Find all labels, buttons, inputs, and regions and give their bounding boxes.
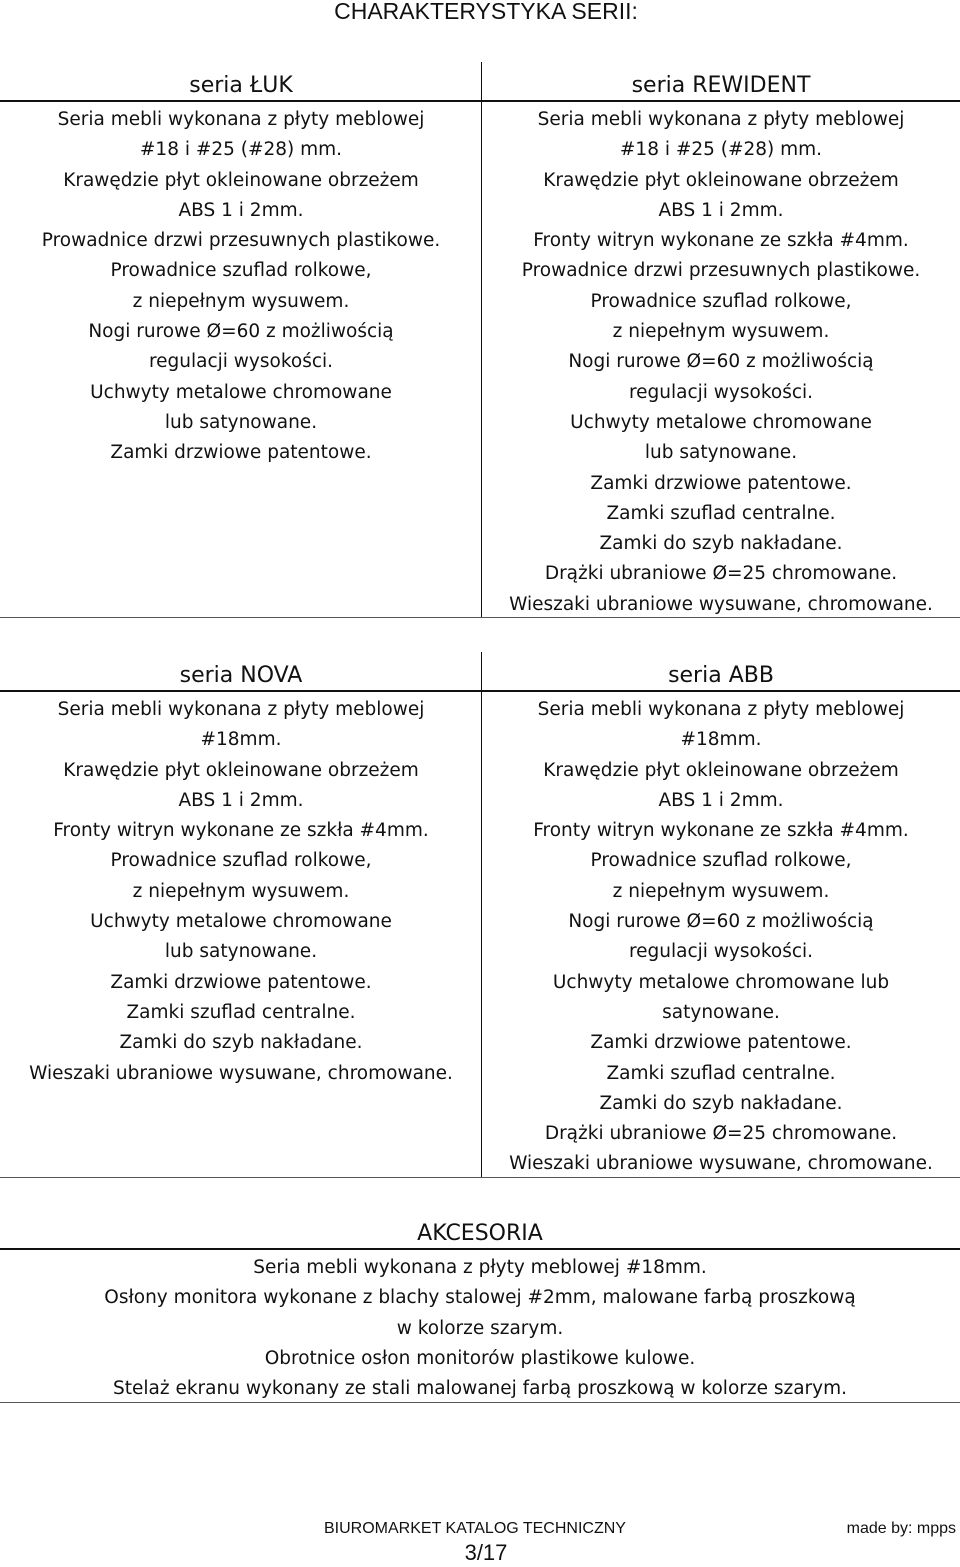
description-line: Wieszaki ubraniowe wysuwane, chromowane.	[29, 1062, 453, 1084]
description-line: Prowadnice szuflad rolkowe,	[110, 260, 372, 282]
description-line: Zamki drzwiowe patentowe.	[110, 442, 372, 464]
series-description	[0, 695, 482, 1089]
description-line: Zamki do szyb nakładane.	[599, 1092, 843, 1114]
description-line: Prowadnice szuflad rolkowe,	[590, 850, 852, 872]
description-line: z niepełnym wysuwem.	[612, 880, 830, 902]
description-line: #18mm.	[200, 729, 282, 751]
description-line: Prowadnice szuflad rolkowe,	[110, 850, 372, 872]
description-line: regulacji wysokości.	[148, 351, 334, 373]
series-title: seria REWIDENT	[482, 70, 960, 102]
description-line: Prowadnice drzwi przesuwnych plastikowe.	[41, 230, 441, 252]
description-line: Drążki ubraniowe Ø=25 chromowane.	[544, 1123, 898, 1145]
accessories-description	[0, 1253, 960, 1404]
description-line: Zamki szuflad centralne.	[606, 1062, 836, 1084]
description-line: Fronty witryn wykonane ze szkła #4mm.	[533, 820, 909, 842]
description-line: Seria mebli wykonana z płyty meblowej	[57, 699, 425, 720]
page-title: CHARAKTERYSTYKA SERII:	[334, 0, 638, 24]
series-description	[0, 105, 482, 469]
description-line: Krawędzie płyt okleinowane obrzeżem	[543, 169, 899, 191]
description-line: ABS 1 i 2mm.	[658, 789, 784, 811]
description-line: ABS 1 i 2mm.	[658, 199, 784, 221]
description-line: Osłony monitora wykonane z blachy stalowej #2mm, malowane farbą proszkową	[104, 1287, 856, 1309]
description-line: #18 i #25 (#28) mm.	[619, 139, 823, 161]
description-line: Fronty witryn wykonane ze szkła #4mm.	[53, 820, 429, 842]
description-line: Seria mebli wykonana z płyty meblowej	[537, 109, 905, 130]
description-line: Nogi rurowe Ø=60 z możliwością	[88, 321, 394, 343]
description-line: Zamki do szyb nakładane.	[119, 1032, 363, 1054]
description-line: Seria mebli wykonana z płyty meblowej	[57, 109, 425, 130]
series-luk	[0, 70, 482, 469]
description-line: z niepełnym wysuwem.	[132, 880, 350, 902]
description-line: Prowadnice drzwi przesuwnych plastikowe.	[521, 260, 921, 282]
description-line: Zamki do szyb nakładane.	[599, 533, 843, 555]
description-line: z niepełnym wysuwem.	[612, 321, 830, 343]
accessories-section	[0, 1218, 960, 1404]
series-abb	[482, 660, 960, 1180]
description-line: regulacji wysokości.	[628, 941, 814, 963]
description-line: lub satynowane.	[164, 941, 318, 963]
description-line: regulacji wysokości.	[628, 381, 814, 403]
description-line: Stelaż ekranu wykonany ze stali malowanej farbą proszkową w kolorze szarym.	[113, 1378, 847, 1400]
description-line: Uchwyty metalowe chromowane lub	[552, 971, 890, 993]
description-line: z niepełnym wysuwem.	[132, 290, 350, 312]
description-line: Zamki drzwiowe patentowe.	[590, 1032, 852, 1054]
section-divider	[0, 617, 960, 618]
footer-credit: made by: mpps	[846, 1520, 956, 1537]
series-title: seria NOVA	[0, 660, 482, 692]
description-line: Drążki ubraniowe Ø=25 chromowane.	[544, 563, 898, 585]
description-line: Seria mebli wykonana z płyty meblowej	[537, 699, 905, 720]
series-title: seria ŁUK	[0, 70, 482, 102]
description-line: Prowadnice szuflad rolkowe,	[590, 290, 852, 312]
series-description	[482, 105, 960, 620]
description-line: lub satynowane.	[164, 411, 318, 433]
description-line: Nogi rurowe Ø=60 z możliwością	[568, 911, 874, 933]
description-line: Fronty witryn wykonane ze szkła #4mm.	[533, 230, 909, 252]
description-line: ABS 1 i 2mm.	[178, 199, 304, 221]
description-line: Zamki drzwiowe patentowe.	[110, 971, 372, 993]
description-line: Wieszaki ubraniowe wysuwane, chromowane.	[509, 1153, 933, 1175]
series-rewident	[482, 70, 960, 620]
description-line: Krawędzie płyt okleinowane obrzeżem	[63, 759, 419, 781]
description-line: Uchwyty metalowe chromowane	[90, 911, 392, 933]
description-line: w kolorze szarym.	[396, 1317, 564, 1339]
description-line: lub satynowane.	[644, 442, 798, 464]
description-line: Nogi rurowe Ø=60 z możliwością	[568, 351, 874, 373]
description-line: Obrotnice osłon monitorów plastikowe kulowe.	[264, 1347, 696, 1369]
description-line: Seria mebli wykonana z płyty meblowej #18mm.	[253, 1257, 707, 1278]
description-line: Uchwyty metalowe chromowane	[90, 381, 392, 403]
accessories-title: AKCESORIA	[0, 1218, 960, 1250]
description-line: satynowane.	[662, 1001, 780, 1023]
series-description	[482, 695, 960, 1180]
description-line: Zamki drzwiowe patentowe.	[590, 472, 852, 494]
description-line: #18mm.	[680, 729, 762, 751]
section-divider	[0, 1402, 960, 1403]
page-number: 3/17	[464, 1540, 508, 1565]
description-line: Zamki szuflad centralne.	[606, 502, 836, 524]
description-line: Krawędzie płyt okleinowane obrzeżem	[63, 169, 419, 191]
series-title: seria ABB	[482, 660, 960, 692]
description-line: Zamki szuflad centralne.	[126, 1001, 356, 1023]
series-nova	[0, 660, 482, 1089]
description-line: #18 i #25 (#28) mm.	[139, 139, 343, 161]
description-line: Wieszaki ubraniowe wysuwane, chromowane.	[509, 593, 933, 615]
section-divider	[0, 1177, 960, 1178]
description-line: Uchwyty metalowe chromowane	[570, 411, 872, 433]
description-line: ABS 1 i 2mm.	[178, 789, 304, 811]
footer-catalog-name: BIUROMARKET KATALOG TECHNICZNY	[324, 1520, 626, 1537]
description-line: Krawędzie płyt okleinowane obrzeżem	[543, 759, 899, 781]
